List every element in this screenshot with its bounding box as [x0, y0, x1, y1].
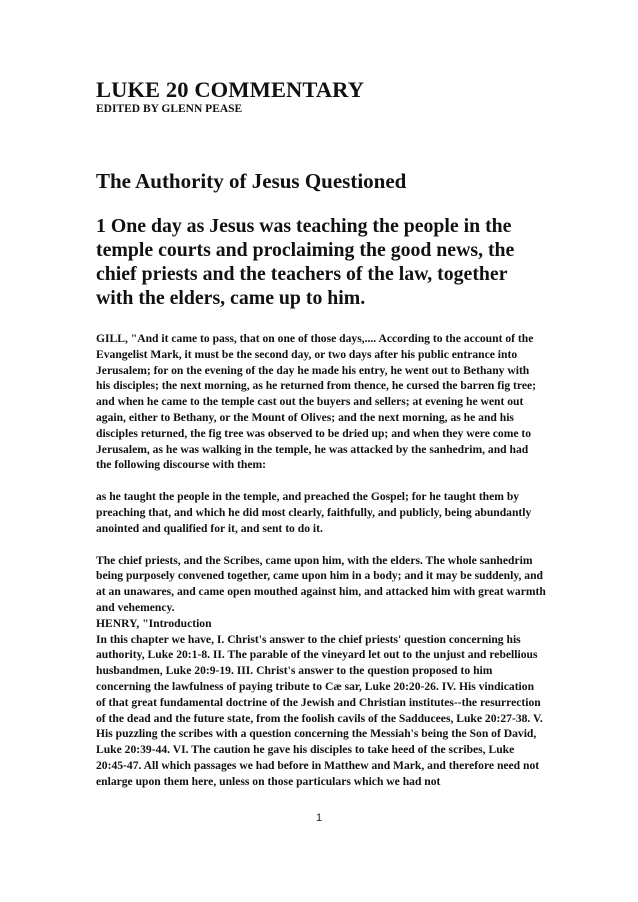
- commentary-paragraph-chief-priests: The chief priests, and the Scribes, came upon him, with the elders. The whole sanhedrim being purposely convened together, came upon him in a body; and it may be suddenly, and at an unawares, and came open mouthed against him, and attacked him with great warmth and vehemency.: [96, 553, 546, 614]
- commentary-paragraph-henry-intro: In this chapter we have, I. Christ's answer to the chief priests' question concerning his authority, Luke 20:1-8. II. The parable of the vineyard let out to the unjust and rebellious husbandmen, Luke 20:9-19. III. Christ's answer to the question proposed to him concerning the lawfulness of paying tribute to Cæ sar, Luke 20:20-26. IV. His vindication of that great fundamental doctrine of the Jewish and Christian institutes--the resurrection of the dead and the future state, from the foolish cavils of the Sadducees, Luke 20:27-38. V. His puzzling the scribes with a question concerning the Messiah's being the Son of David, Luke 20:39-44. VI. The caution he gave his disciples to take heed of the scribes, Luke 20:45-47. All which passages we had before in Matthew and Mark, and therefore need not enlarge upon them here, unless on those particulars which we had not: [96, 632, 543, 788]
- commentary-heading-henry: HENRY, "Introduction: [96, 616, 212, 630]
- verse-text: 1 One day as Jesus was teaching the people in the temple courts and proclaiming the good news, the chief priests and the teachers of the law, together with the elders, came up to him.: [96, 215, 515, 309]
- section-heading: The Authority of Jesus Questioned: [96, 169, 407, 193]
- document-editor: EDITED BY GLENN PEASE: [96, 103, 243, 115]
- document-title: LUKE 20 COMMENTARY: [96, 77, 365, 102]
- commentary-paragraph-gill: GILL, "And it came to pass, that on one of those days,.... According to the account of the Evangelist Mark, it must be the second day, or two days after his public entrance into Jerusalem; for on the evening of the day he made his entry, he went out to Bethany with his disciples; the next morning, as he returned from thence, he cursed the barren fig tree; and when he came to the temple cast out the buyers and sellers; at evening he went out again, either to Bethany, or the Mount of Olives; and the next morning, as he and his disciples returned, the fig tree was observed to be dried up; and when they were come to Jerusalem, as he was walking in the temple, he was attacked by the sanhedrim, and had the following discourse with them:: [96, 332, 536, 472]
- page-number: 1: [315, 812, 323, 824]
- page-content: [96, 78, 546, 790]
- commentary-paragraph-taught: as he taught the people in the temple, and preached the Gospel; for he taught them by preaching that, and which he did most clearly, faithfully, and publicly, being abundantly anointed and qualified for it, and sent to do it.: [96, 490, 532, 535]
